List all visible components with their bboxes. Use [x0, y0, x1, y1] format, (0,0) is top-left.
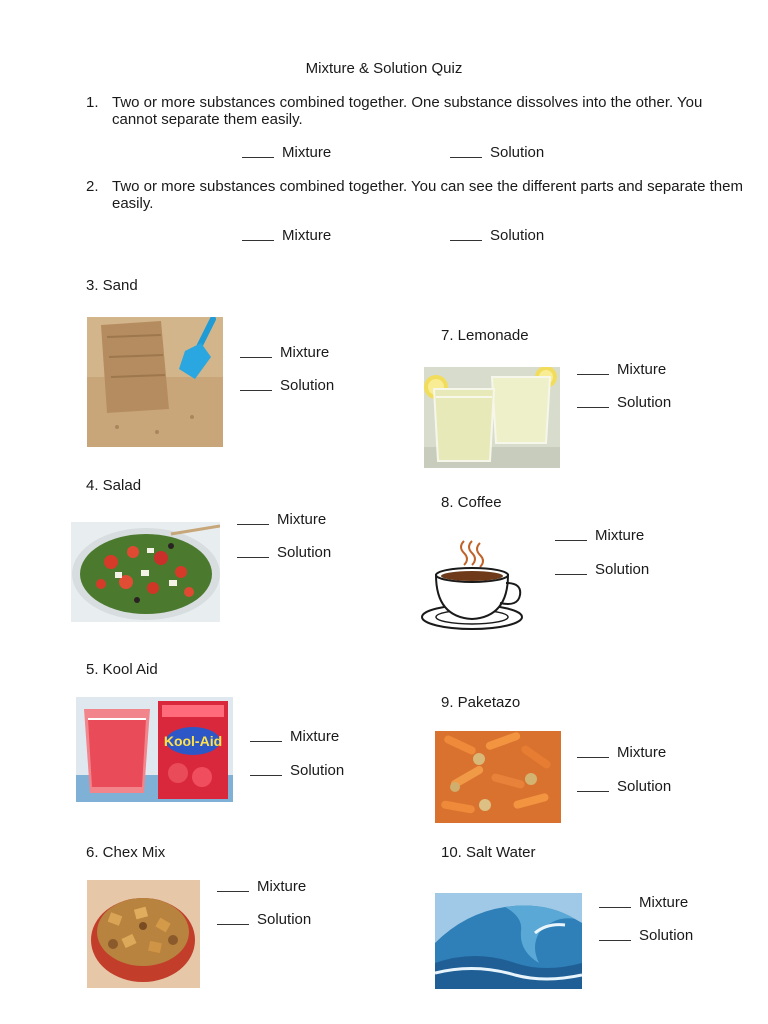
question-text: Two or more substances combined together. You can see the different parts and separate them easily.	[112, 178, 743, 212]
answer-blank[interactable]	[577, 407, 609, 408]
item-label-salt-water: 10. Salt Water	[441, 844, 536, 861]
answer-blank[interactable]	[240, 390, 272, 391]
item-label-paketazo: 9. Paketazo	[441, 694, 521, 711]
paketazo-photo	[435, 731, 561, 823]
item-label-lemonade: 7. Lemonade	[441, 327, 529, 344]
coffee-mixture-option[interactable]: Mixture	[555, 527, 644, 544]
question-text: Two or more substances combined together. One substance dissolves into the other. You cannot separate them easily.	[112, 94, 703, 128]
answer-blank[interactable]	[555, 574, 587, 575]
answer-blank[interactable]	[555, 540, 587, 541]
lemonade-mixture-option[interactable]: Mixture	[577, 361, 666, 378]
kool-aid-solution-option[interactable]: Solution	[250, 762, 344, 779]
answer-blank[interactable]	[250, 775, 282, 776]
salad-photo	[71, 522, 220, 622]
answer-blank[interactable]	[240, 357, 272, 358]
kool-aid-photo	[76, 697, 233, 802]
item-label-coffee: 8. Coffee	[441, 494, 502, 511]
salad-mixture-option[interactable]: Mixture	[237, 511, 326, 528]
sand-photo	[87, 317, 223, 447]
answer-blank[interactable]	[217, 891, 249, 892]
chex-mix-solution-option[interactable]: Solution	[217, 911, 311, 928]
coffee-cup-icon	[420, 537, 525, 633]
answer-blank[interactable]	[217, 924, 249, 925]
answer-blank[interactable]	[577, 374, 609, 375]
answer-blank[interactable]	[577, 757, 609, 758]
q1-mixture-option[interactable]: Mixture	[242, 144, 331, 161]
quiz-title: Mixture & Solution Quiz	[305, 60, 463, 77]
paketazo-mixture-option[interactable]: Mixture	[577, 744, 666, 761]
coffee-solution-option[interactable]: Solution	[555, 561, 649, 578]
answer-blank[interactable]	[237, 524, 269, 525]
chex-mix-photo	[87, 880, 200, 988]
salt-water-solution-option[interactable]: Solution	[599, 927, 693, 944]
item-label-salad: 4. Salad	[86, 477, 142, 494]
q1-solution-option[interactable]: Solution	[450, 144, 544, 161]
answer-blank[interactable]	[237, 557, 269, 558]
answer-blank[interactable]	[242, 240, 274, 241]
question-number: 1.	[86, 94, 99, 111]
answer-blank[interactable]	[599, 940, 631, 941]
answer-blank[interactable]	[599, 907, 631, 908]
wave-photo	[435, 893, 582, 989]
kool-aid-mixture-option[interactable]: Mixture	[250, 728, 339, 745]
lemonade-solution-option[interactable]: Solution	[577, 394, 671, 411]
item-label-chex-mix: 6. Chex Mix	[86, 844, 166, 861]
lemonade-photo	[424, 367, 560, 468]
item-label-kool-aid: 5. Kool Aid	[86, 661, 158, 678]
salad-solution-option[interactable]: Solution	[237, 544, 331, 561]
answer-blank[interactable]	[242, 157, 274, 158]
salt-water-mixture-option[interactable]: Mixture	[599, 894, 688, 911]
answer-blank[interactable]	[577, 791, 609, 792]
paketazo-solution-option[interactable]: Solution	[577, 778, 671, 795]
question-number: 2.	[86, 178, 99, 195]
q2-mixture-option[interactable]: Mixture	[242, 227, 331, 244]
q2-solution-option[interactable]: Solution	[450, 227, 544, 244]
item-label-sand: 3. Sand	[86, 277, 138, 294]
question-2	[86, 178, 751, 212]
chex-mix-mixture-option[interactable]: Mixture	[217, 878, 306, 895]
sand-mixture-option[interactable]: Mixture	[240, 344, 329, 361]
answer-blank[interactable]	[450, 240, 482, 241]
sand-solution-option[interactable]: Solution	[240, 377, 334, 394]
question-1	[86, 94, 751, 128]
svg-text:Kool-Aid: Kool-Aid	[163, 733, 223, 749]
answer-blank[interactable]	[250, 741, 282, 742]
answer-blank[interactable]	[450, 157, 482, 158]
